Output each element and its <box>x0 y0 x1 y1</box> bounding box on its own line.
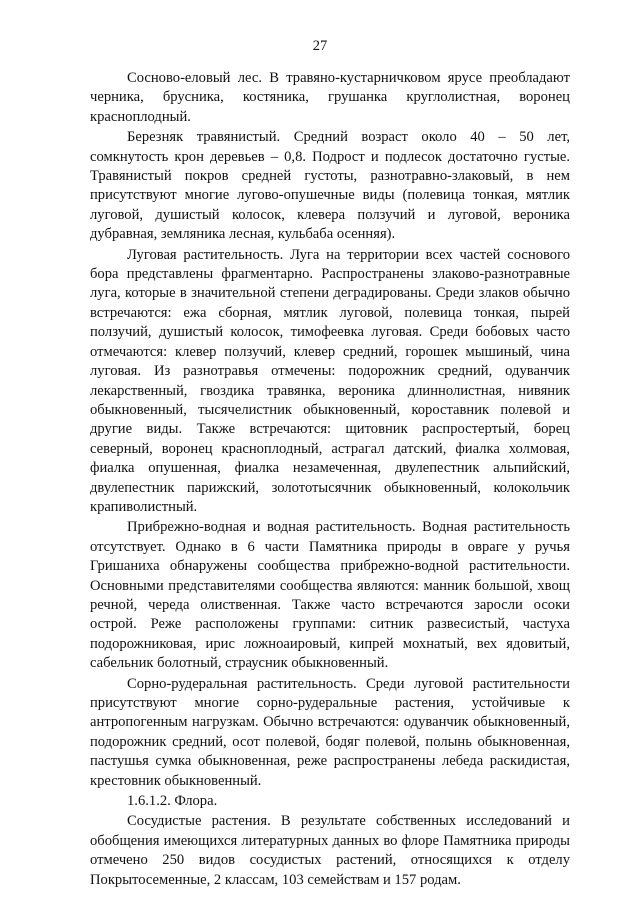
section-heading-flora: 1.6.1.2. Флора. <box>127 793 218 810</box>
paragraph-birch-forest: Березняк травянистый. Средний возраст около 40 – 50 лет, сомкнутость крон деревьев – 0,8. Подрост и подлесок достаточно густые. Травянистый покров средней густоты, разнотравно-злаковый, в нем присутствуют многие лугово-опушечные виды (полевица тонкая, мятлик луговой, душистый колосок, клевера ползучий и луговой, вероника дубравная, земляника лесная, кульбаба осенняя). <box>90 129 570 243</box>
paragraph-pine-spruce-forest: Сосново-еловый лес. В травяно-кустарничковом ярусе преобладают черника, брусника, костяника, грушанка круглолистная, воронец красноплодный. <box>90 70 570 125</box>
paragraph-aquatic-vegetation: Прибрежно-водная и водная растительность. Водная растительность отсутствует. Однако в 6 части Памятника природы в овраге у ручья Гришаниха обнаружены сообщества прибрежно-водной растительности. Основными представителями сообщества являются: манник большой, хвощ речной, череда олиственная. Также часто встречаются заросли осоки острой. Реже расположены группами: ситник развесистый, частуха подорожниковая, ирис ложноаировый, кипрей мохнатый, вех ядовитый, сабельник болотный, страусник обыкновенный. <box>90 519 570 672</box>
paragraph-meadow-vegetation: Луговая растительность. Луга на территории всех частей соснового бора представлены фрагментарно. Распространены злаково-разнотравные луга, которые в значительной степени деградированы. Среди злаков обычно встречаются: ежа сборная, мятлик луговой, полевица тонкая, пырей ползучий, душистый колосок, тимофеевка луговая. Среди бобовых часто отмечаются: клевер ползучий, клевер средний, горошек мышиный, чина луговая. Из разнотравья отмечены: подорожник средний, одуванчик лекарственный, гвоздика травянка, вероника длиннолистная, нивяник обыкновенный, тысячелистник обыкновенный, короставник полевой и другие виды. Также встречаются: щитовник распростертый, борец северный, воронец красноплодный, астрагал датский, фиалка холмовая, фиалка опушенная, фиалка незамеченная, двулепестник альпийский, двулепестник парижский, золототысячник обыкновенный, колокольчик крапиволистный. <box>90 246 570 515</box>
paragraph-ruderal-vegetation: Сорно-рудеральная растительность. Среди луговой растительности присутствуют многие сорно-рудеральные растения, устойчивые к антропогенным нагрузкам. Обычно встречаются: одуванчик обыкновенный, подорожник средний, осот полевой, бодяг полевой, полынь обыкновенная, пастушья сумка обыкновенная, реже распространены лебеда раскидистая, крестовник обыкновенный. <box>90 675 570 789</box>
page-number: 27 <box>312 38 328 54</box>
text-body <box>90 69 570 890</box>
paragraph-vascular-plants: Сосудистые растения. В результате собственных исследований и обобщения имеющихся литературных данных во флоре Памятника природы отмечено 250 видов сосудистых растений, относящихся к отделу Покрытосеменные, 2 классам, 103 семействам и 157 родам. <box>90 813 570 888</box>
